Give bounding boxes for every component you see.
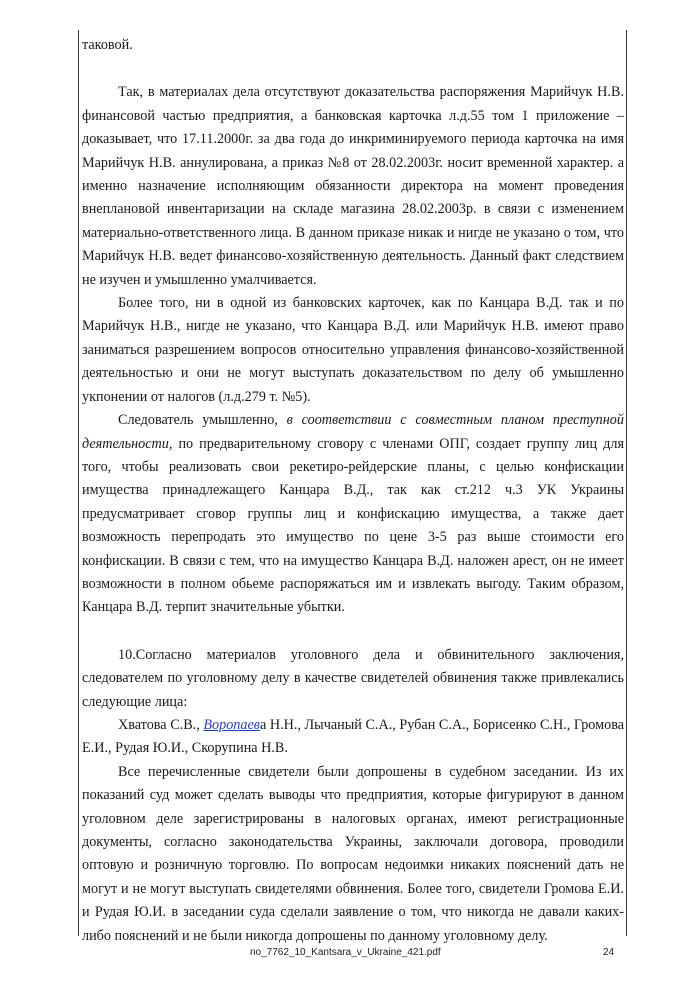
paragraph-2: Более того, ни в одной из банковских карточек, как по Канцара В.Д. так и по Марийчук Н.В., нигде не указано, что Канцара В.Д. или Марийчук Н.В. имеют право заниматься разрешением вопросов относительно управления финансово-хозяйственной деятельностью и они не могут выступать доказательством по делу об умышленно укпонении от налогов (л.д.279 т. №5). xyxy=(82,295,624,405)
witness-link[interactable]: Воропаев xyxy=(203,716,260,733)
witness-list-rest: а Н.Н., Лычаный С.А., Рубан С.А., Борисенко С.Н., Громова Е.И., Рудая Ю.И., Скорупина Н.В. xyxy=(82,716,624,757)
right-margin-rule xyxy=(626,30,627,936)
paragraph-4: 10.Согласно материалов уголовного дела и обвинительного заключения, следователем по уголовному делу в качестве свидетелей обвинения также привлекались следующие лица: xyxy=(82,646,624,710)
paragraph-3-italic: в соответствии с совместным планом преступной деятельности, xyxy=(82,412,624,452)
paragraph-6: Все перечисленные свидетели были допрошены в судебном заседании. Из их показаний суд может сделать выводы что предприятия, которые фигурируют в данном уголовном деле зарегистрированы в налоговых органах, имеют регистрационные документы, согласно законодательства Украины, заключали договора, проводили оптовую и розничную торговлю. По вопросам недоимки никаких пояснений дать не могут и не могут выступать свидетелями обвинения. Более того, свидетели Громова Е.И. и Рудая Ю.И. в заседании суда сделали заявление о том, что никогда не давали каких-либо пояснений и не были никогда допрошены по данному уголовному делу. xyxy=(82,763,624,944)
paragraph-3-start: Следователь умышленно, xyxy=(118,412,287,429)
paragraph-3-rest: по предварительному сговору с членами ОПГ, создает группу лиц для того, чтобы реализовать свои рекетиро-рейдерские планы, с целью конфискации имущества принадлежащего Канцара В.Д., так как ст.212 ч.3 УК Украины предусматривает сговор группы лиц и конфискацию имущества, а также дает возможность перепродать это имущество по цене 3-5 раз выше стоимости его конфискации. В связи с тем, что на имущество Канцара В.Д. наложен арест, он не имеет возможности в полном обьеме распоряжаться им и извлекать выгоду. Таким образом, Канцара В.Д. терпит значительные убытки. xyxy=(82,435,624,616)
witness-list xyxy=(82,714,624,761)
opening-line: таковой. xyxy=(82,37,133,53)
witness-list-start: Хватова С.В., xyxy=(118,716,204,733)
paragraph-3 xyxy=(82,409,624,620)
footer-page-number: 24 xyxy=(603,947,615,958)
document-body xyxy=(82,34,624,948)
left-margin-rule xyxy=(78,30,79,936)
footer-filename: no_7762_10_Kantsara_v_Ukraine_421.pdf xyxy=(250,947,441,958)
paragraph-1: Так, в материалах дела отсутствуют доказательства распоряжения Марийчук Н.В. финансовой частью предприятия, а банковская карточка л.д.55 том 1 приложение – доказывает, что 17.11.2000г. за два года до инкриминируемого периода карточка на имя Марийчук Н.В. аннулирована, а приказ №8 от 28.02.2003г. носит временной характер. а именно назначение исполняющим обязанности директора на момент проведения внеплановой инвентаризации на складе магазина 28.02.2003р. в связи с изменением материально-ответственного лица. В данном приказе никак и нигде не указано о том, что Марийчук Н.В. ведет финансово-хозяйственную деятельность. Данный факт следствием не изучен и умышленно умалчивается. xyxy=(82,84,624,288)
